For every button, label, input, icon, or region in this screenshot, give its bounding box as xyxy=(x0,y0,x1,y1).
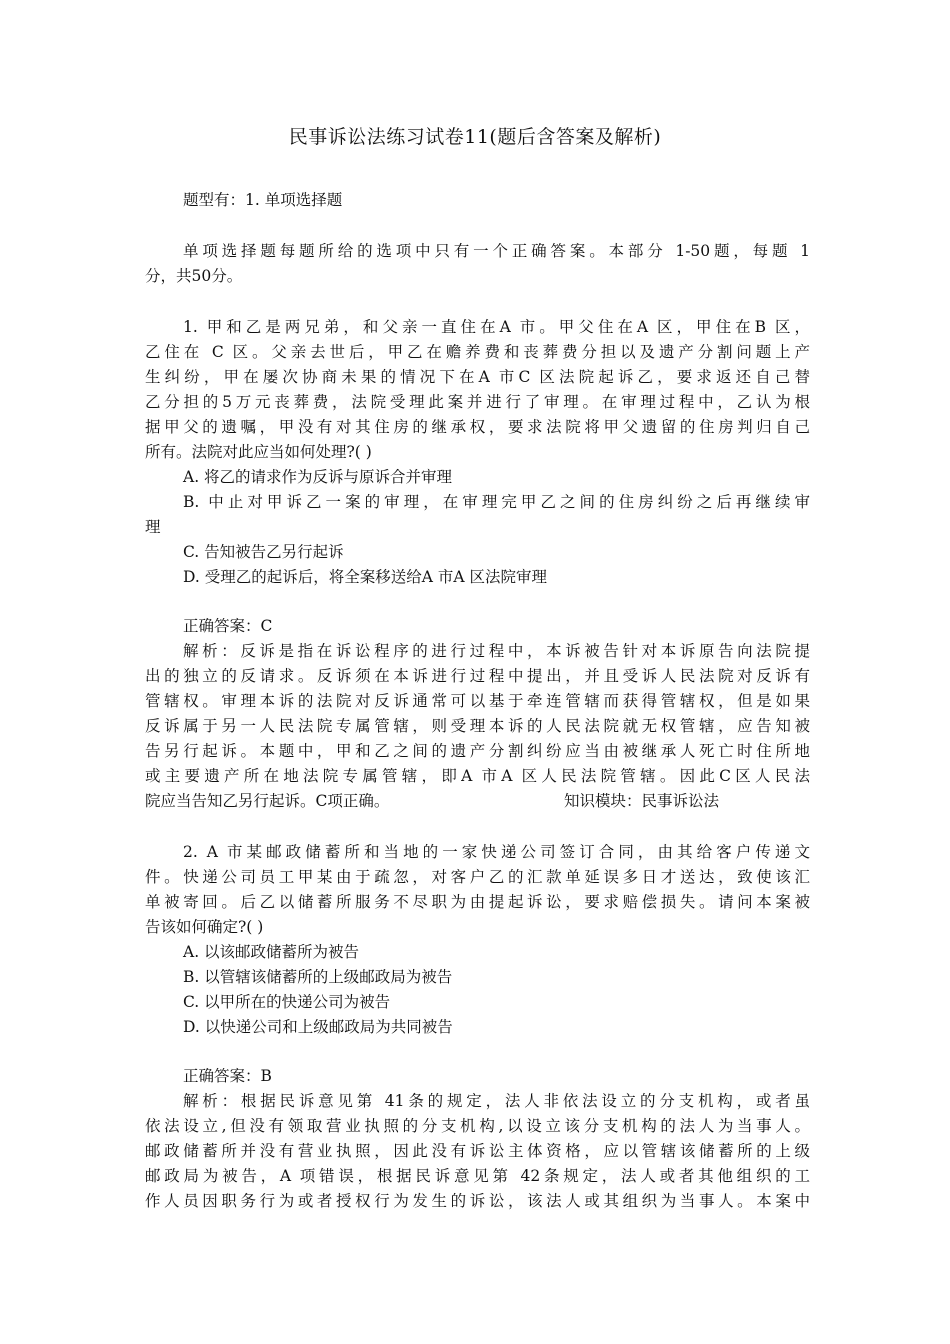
question-types-line: 题型有：1. 单项选择题 xyxy=(183,191,343,209)
q2-analysis-line: 解析：根据民诉意见第 41条的规定，法人非依法设立的分支机构，或者虽 xyxy=(183,1092,810,1110)
q1-correct-answer: 正确答案：C xyxy=(183,617,273,635)
q1-option-d: D. 受理乙的起诉后，将全案移送给A 市A 区法院审理 xyxy=(183,568,547,586)
q2-correct-answer: 正确答案：B xyxy=(183,1067,272,1085)
q2-analysis-line: 依法设立,但没有领取营业执照的分支机构,以设立该分支机构的法人为当事人。 xyxy=(145,1117,810,1135)
q1-analysis-line: 告另行起诉。本题中，甲和乙之间的遗产分割纠纷应当由被继承人死亡时住所地 xyxy=(145,742,810,760)
q1-analysis-line: 或主要遗产所在地法院专属管辖，即A 市A 区人民法院管辖。因此C区人民法 xyxy=(145,767,810,785)
q1-analysis-line: 院应当告知乙另行起诉。C项正确。 xyxy=(145,792,390,810)
q2-option-c: C. 以甲所在的快递公司为被告 xyxy=(183,993,391,1011)
q1-stem-line: 乙分担的5万元丧葬费，法院受理此案并进行了审理。在审理过程中，乙认为根 xyxy=(145,393,810,411)
q1-stem-line: 生纠纷，甲在屡次协商未果的情况下在A 市C 区法院起诉乙，要求返还自己替 xyxy=(145,368,810,386)
q1-stem-line: 所有。法院对此应当如何处理?( ) xyxy=(145,443,372,461)
q1-option-c: C. 告知被告乙另行起诉 xyxy=(183,543,344,561)
q2-analysis-line: 作人员因职务行为或者授权行为发生的诉讼，该法人或其组织为当事人。本案中 xyxy=(145,1192,810,1210)
instructions-line: 分，共50分。 xyxy=(145,267,243,285)
q1-option-b-continued: 理 xyxy=(145,518,161,536)
q1-stem-line: 乙住在 C 区。父亲去世后，甲乙在赡养费和丧葬费分担以及遗产分割问题上产 xyxy=(145,343,810,361)
q1-knowledge-module: 知识模块：民事诉讼法 xyxy=(564,792,720,810)
q1-option-a: A. 将乙的请求作为反诉与原诉合并审理 xyxy=(183,468,453,486)
q2-option-b: B. 以管辖该储蓄所的上级邮政局为被告 xyxy=(183,968,453,986)
q1-analysis-line: 管辖权。审理本诉的法院对反诉通常可以基于牵连管辖而获得管辖权，但是如果 xyxy=(145,692,810,710)
q1-stem-line: 1. 甲和乙是两兄弟，和父亲一直住在A 市。甲父住在A 区，甲住在B 区， xyxy=(183,318,810,336)
q2-stem-line: 告该如何确定?( ) xyxy=(145,918,264,936)
q2-analysis-line: 邮政局为被告，A 项错误，根据民诉意见第 42条规定，法人或者其他组织的工 xyxy=(145,1167,810,1185)
q1-option-b: B. 中止对甲诉乙一案的审理，在审理完甲乙之间的住房纠纷之后再继续审 xyxy=(183,493,810,511)
q1-analysis-line: 解析：反诉是指在诉讼程序的进行过程中，本诉被告针对本诉原告向法院提 xyxy=(183,642,810,660)
q1-analysis-line: 出的独立的反请求。反诉须在本诉进行过程中提出，并且受诉人民法院对反诉有 xyxy=(145,667,810,685)
q1-analysis-line: 反诉属于另一人民法院专属管辖，则受理本诉的人民法院就无权管辖，应告知被 xyxy=(145,717,810,735)
q2-stem-line: 单被寄回。后乙以储蓄所服务不尽职为由提起诉讼，要求赔偿损失。请问本案被 xyxy=(145,893,810,911)
document-title: 民事诉讼法练习试卷11(题后含答案及解析) xyxy=(288,126,662,148)
q2-option-a: A. 以该邮政储蓄所为被告 xyxy=(183,943,360,961)
q1-stem-line: 据甲父的遗嘱，甲没有对其住房的继承权，要求法院将甲父遗留的住房判归自己 xyxy=(145,418,810,436)
q2-stem-line: 2. A 市某邮政储蓄所和当地的一家快递公司签订合同，由其给客户传递文 xyxy=(183,843,810,861)
instructions-line: 单项选择题每题所给的选项中只有一个正确答案。本部分 1-50题，每题 1 xyxy=(183,242,810,260)
q2-analysis-line: 邮政储蓄所并没有营业执照，因此没有诉讼主体资格，应以管辖该储蓄所的上级 xyxy=(145,1142,810,1160)
q2-stem-line: 件。快递公司员工甲某由于疏忽，对客户乙的汇款单延误多日才送达，致使该汇 xyxy=(145,868,810,886)
q2-option-d: D. 以快递公司和上级邮政局为共同被告 xyxy=(183,1018,453,1036)
